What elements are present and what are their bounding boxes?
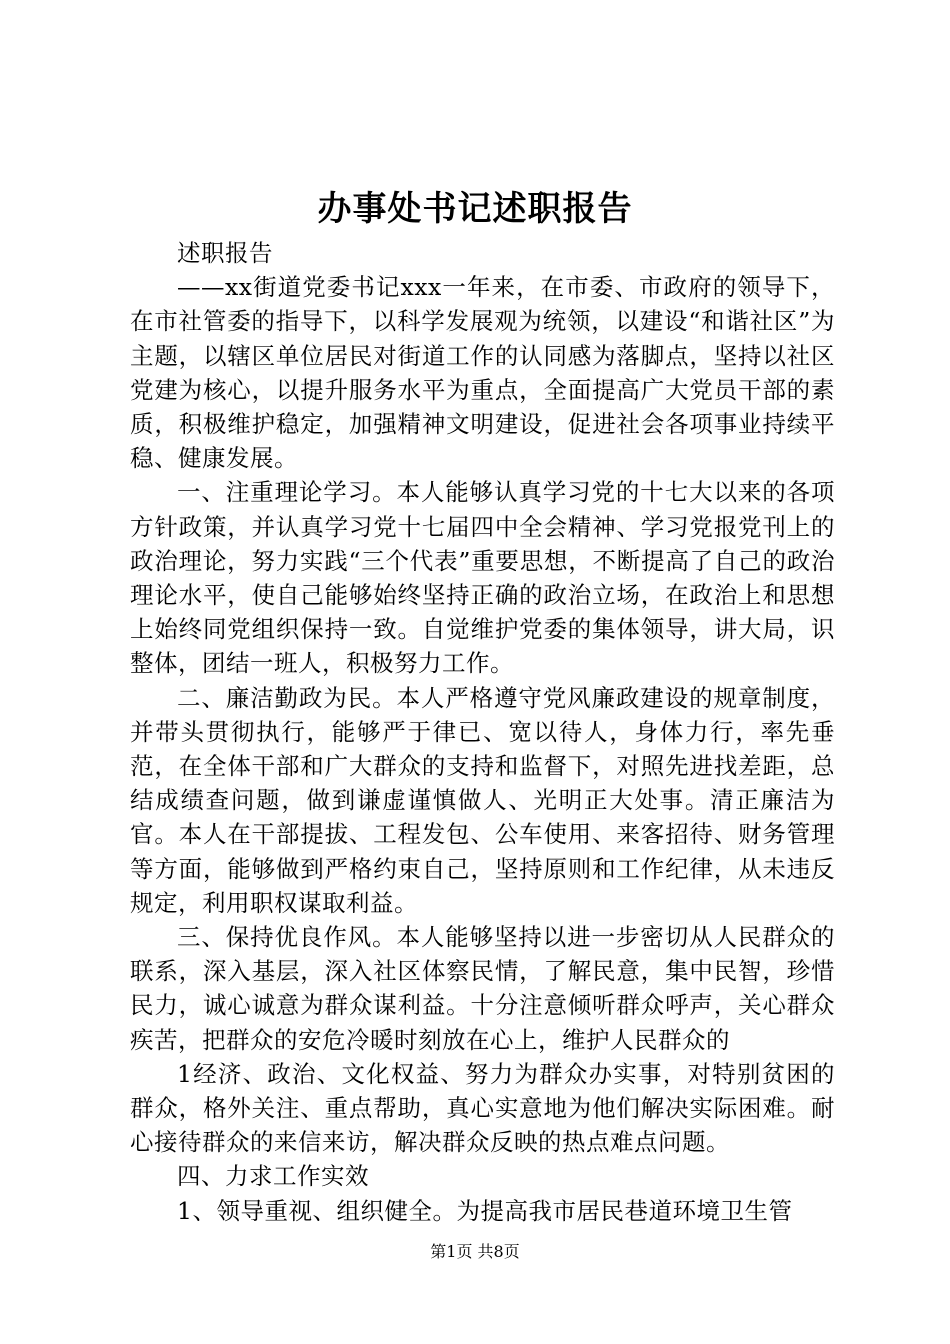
- document-body: [130, 236, 835, 1228]
- paragraph-section-4-item-1: 1、领导重视、组织健全。为提高我市居民巷道环境卫生管: [177, 1196, 793, 1225]
- paragraph-section-3: 三、保持优良作风。本人能够坚持以进一步密切从人民群众的联系，深入基层，深入社区体察民情，了解民意，集中民智，珍惜民力，诚心诚意为群众谋利益。十分注意倾听群众呼声，关心群众疾苦，把群众的安危冷暖时刻放在心上，维护人民群众的: [130, 923, 835, 1054]
- paragraph-section-1: 一、注重理论学习。本人能够认真学习党的十七大以来的各项方针政策，并认真学习党十七届四中全会精神、学习党报党刊上的政治理论，努力实践“三个代表”重要思想，不断提高了自己的政治理论水平，使自己能够始终坚持正确的政治立场，在政治上和思想上始终同党组织保持一致。自觉维护党委的集体领导，讲大局，识整体，团结一班人，积极努力工作。: [130, 478, 835, 678]
- paragraph-section-3-continued: 1经济、政治、文化权益、努力为群众办实事，对特别贫困的群众，格外关注、重点帮助，真心实意地为他们解决实际困难。耐心接待群众的来信来访，解决群众反映的热点难点问题。: [130, 1059, 835, 1157]
- paragraph-intro: ——xx街道党委书记xxx一年来，在市委、市政府的领导下，在市社管委的指导下，以科学发展观为统领，以建设“和谐社区”为主题，以辖区单位居民对街道工作的认同感为落脚点，坚持以社区党建为核心，以提升服务水平为重点，全面提高广大党员干部的素质，积极维护稳定，加强精神文明建设，促进社会各项事业持续平稳、健康发展。: [130, 273, 835, 473]
- paragraph-heading: 述职报告: [177, 239, 273, 267]
- page-footer: 第1页 共8页: [430, 1242, 520, 1261]
- paragraph-section-4-heading: 四、力求工作实效: [177, 1162, 369, 1191]
- document-title: 办事处书记述职报告: [317, 189, 633, 229]
- paragraph-section-2: 二、廉洁勤政为民。本人严格遵守党风廉政建设的规章制度，并带头贯彻执行，能够严于律已、宽以待人，身体力行，率先垂范，在全体干部和广大群众的支持和监督下，对照先进找差距，总结成绩查问题，做到谦虚谨慎做人、光明正大处事。清正廉洁为官。本人在干部提拔、工程发包、公车使用、来客招待、财务管理等方面，能够做到严格约束自己，坚持原则和工作纪律，从未违反规定，利用职权谋取利益。: [130, 683, 835, 917]
